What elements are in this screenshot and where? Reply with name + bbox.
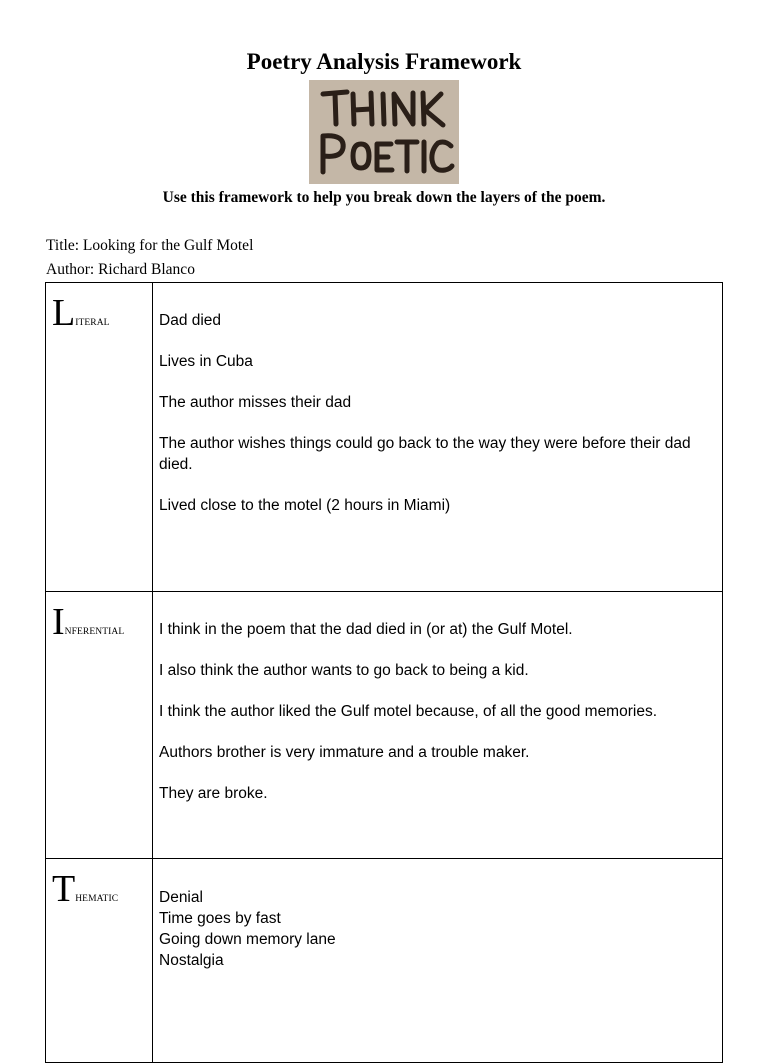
literal-initial: L [52, 292, 76, 334]
poem-title-line: Title: Looking for the Gulf Motel [46, 237, 254, 254]
literal-content-cell [153, 283, 723, 592]
inferential-row [46, 592, 723, 859]
inferential-entry: I think in the poem that the dad died in (or at) the Gulf Motel. [159, 621, 573, 638]
literal-entry: Lived close to the motel (2 hours in Miami) [159, 497, 451, 514]
literal-entry: The author misses their dad [159, 394, 352, 411]
thematic-row [46, 859, 723, 1063]
page-title: Poetry Analysis Framework [246, 49, 522, 74]
think-poetic-logo [309, 80, 459, 184]
thematic-entry: Time goes by fast [159, 910, 281, 927]
thematic-initial: T [52, 868, 76, 910]
inferential-content-cell [153, 592, 723, 859]
literal-label-rest: ITERAL [75, 318, 110, 328]
literal-entry: Lives in Cuba [159, 353, 253, 370]
literal-label-cell [46, 283, 153, 592]
inferential-entry: I also think the author wants to go back to being a kid. [159, 662, 529, 679]
thematic-entry: Nostalgia [159, 952, 224, 969]
inferential-entry: Authors brother is very immature and a trouble maker. [159, 744, 530, 761]
poem-author-line: Author: Richard Blanco [46, 261, 195, 278]
thematic-label-cell [46, 859, 153, 1063]
instructions-subtitle: Use this framework to help you break down the layers of the poem. [162, 189, 606, 206]
inferential-label-cell [46, 592, 153, 859]
literal-entry: The author wishes things could go back to the way they were before their dad died. [159, 435, 691, 473]
inferential-entry: I think the author liked the Gulf motel because, of all the good memories. [159, 703, 657, 720]
analysis-framework-table [45, 282, 723, 1063]
literal-entry: Dad died [159, 312, 222, 329]
thematic-content-cell [153, 859, 723, 1063]
thematic-label-rest: HEMATIC [75, 894, 119, 904]
think-poetic-logo-art [309, 80, 459, 184]
thematic-entry: Going down memory lane [159, 931, 336, 948]
literal-row [46, 283, 723, 592]
inferential-entry: They are broke. [159, 785, 268, 802]
inferential-initial: I [52, 601, 65, 643]
thematic-entry: Denial [159, 889, 203, 906]
inferential-label-rest: NFERENTIAL [64, 627, 125, 637]
